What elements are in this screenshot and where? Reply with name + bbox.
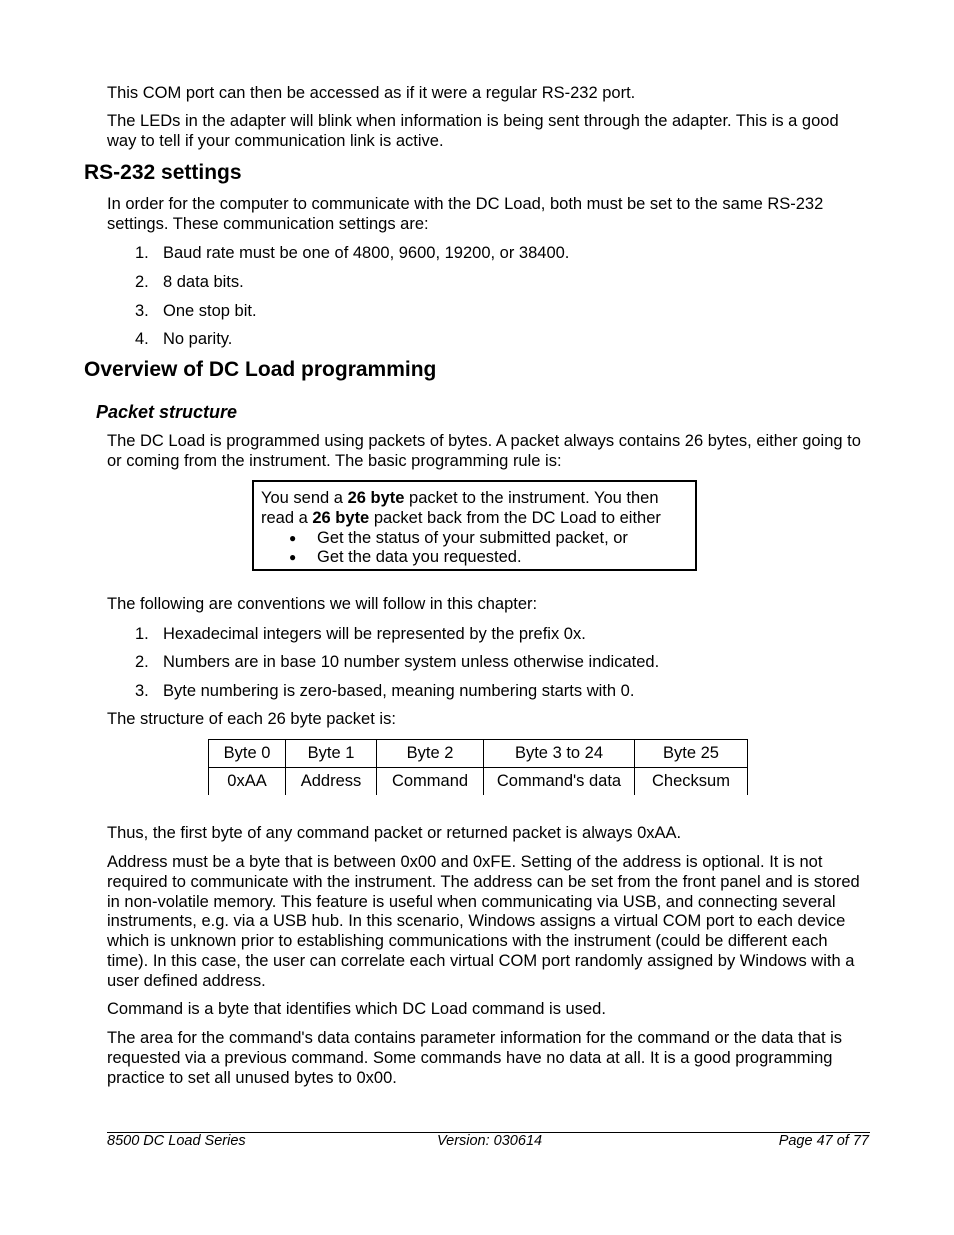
programming-rule-box xyxy=(252,480,697,571)
list-item: 2. 8 data bits. xyxy=(135,273,244,291)
overview-heading: Overview of DC Load programming xyxy=(84,358,437,381)
table-cell: Address xyxy=(286,768,377,796)
footer-series: 8500 DC Load Series xyxy=(107,1133,246,1149)
structure-intro: The structure of each 26 byte packet is: xyxy=(107,710,396,728)
table-row xyxy=(209,768,748,796)
list-item: 3. Byte numbering is zero-based, meaning numbering starts with 0. xyxy=(135,682,635,700)
command-paragraph: Command is a byte that identifies which DC Load command is used. xyxy=(107,1000,606,1018)
rule-text: You send a 26 byte packet to the instrument. You then read a 26 byte packet back from the DC Load to either xyxy=(261,489,661,527)
rule-bullet: ● Get the data you requested. xyxy=(289,548,522,567)
bullet-dot-icon: ● xyxy=(289,530,297,545)
intro-paragraph-1: This COM port can then be accessed as if it were a regular RS-232 port. xyxy=(107,84,636,102)
footer-page-number: Page 47 of 77 xyxy=(778,1133,869,1149)
packet-structure-subheading: Packet structure xyxy=(96,402,238,422)
conventions-intro: The following are conventions we will follow in this chapter: xyxy=(107,595,538,613)
address-paragraph: Address must be a byte that is between 0x00 and 0xFE. Setting of the address is optional. It is not required to communicate with the instrument. The address can be set from the front panel and is stored in non-volatile memory. This feature is useful when communicating via USB, and connecting several instruments, e.g. via a USB hub. In this scenario, Windows assigns a virtual COM port to each device which is unknown prior to establishing communications with the instrument (could be different each time). In this case, the user can correlate each virtual COM port randomly assigned by Windows with a user defined address. xyxy=(107,853,860,990)
list-item: 2. Numbers are in base 10 number system unless otherwise indicated. xyxy=(135,653,660,671)
table-header-cell: Byte 3 to 24 xyxy=(484,740,635,768)
table-cell: Command's data xyxy=(484,768,635,796)
table-header-cell: Byte 0 xyxy=(209,740,286,768)
rs232-paragraph: In order for the computer to communicate with the DC Load, both must be set to the same RS-232 settings. These communication settings are: xyxy=(107,195,824,233)
bullet-dot-icon: ● xyxy=(289,550,297,565)
intro-paragraph-2: The LEDs in the adapter will blink when information is being sent through the adapter. This is a good way to tell if your communication link is active. xyxy=(107,112,839,150)
command-data-paragraph: The area for the command's data contains parameter information for the command or the data that is requested via a previous command. Some commands have no data at all. It is a good programming practice to set all unused bytes to 0x00. xyxy=(107,1029,843,1087)
table-header-cell: Byte 25 xyxy=(635,740,748,768)
table-cell: Command xyxy=(377,768,484,796)
first-byte-paragraph: Thus, the first byte of any command packet or returned packet is always 0xAA. xyxy=(107,824,682,842)
packet-paragraph: The DC Load is programmed using packets of bytes. A packet always contains 26 bytes, either going to or coming from the instrument. The basic programming rule is: xyxy=(107,432,861,470)
rs232-heading: RS-232 settings xyxy=(84,161,242,184)
list-item: 3. One stop bit. xyxy=(135,302,257,320)
table-header-row xyxy=(209,740,748,768)
table-header-cell: Byte 1 xyxy=(286,740,377,768)
table-cell: Checksum xyxy=(635,768,748,796)
list-item: 4. No parity. xyxy=(135,330,233,348)
rule-bullet: ● Get the status of your submitted packet, or xyxy=(289,528,628,547)
list-item: 1. Baud rate must be one of 4800, 9600, 19200, or 38400. xyxy=(135,244,570,262)
packet-structure-table xyxy=(208,739,748,795)
table-header-cell: Byte 2 xyxy=(377,740,484,768)
table-cell: 0xAA xyxy=(209,768,286,796)
footer-version: Version: 030614 xyxy=(437,1133,543,1149)
list-item: 1. Hexadecimal integers will be represented by the prefix 0x. xyxy=(135,625,586,643)
